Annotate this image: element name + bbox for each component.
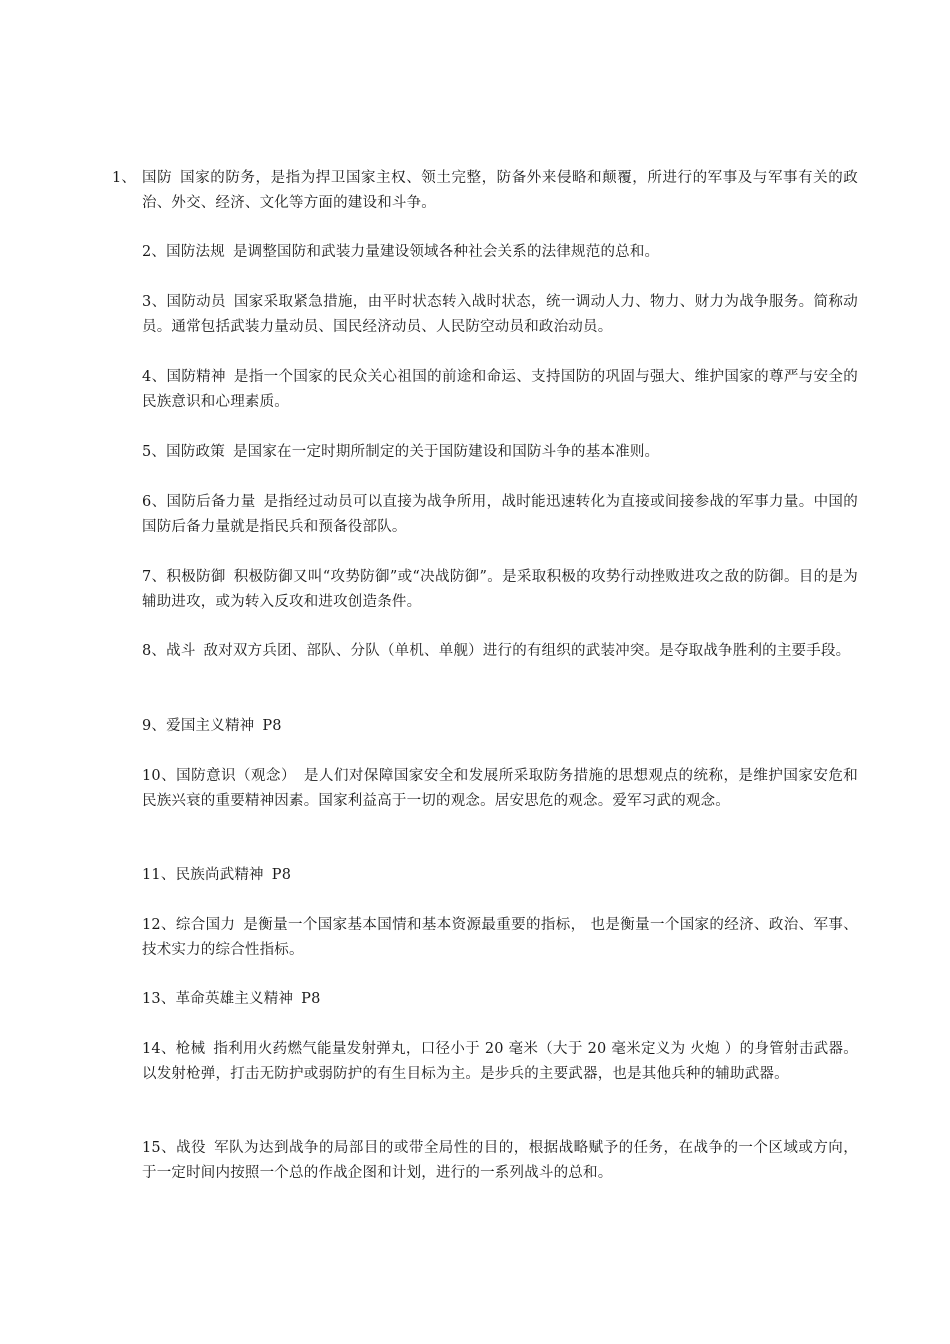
entry-term: 积极防御	[166, 569, 226, 585]
entry-13	[142, 987, 858, 1012]
entry-number: 1、	[112, 170, 137, 186]
entry-definition: 是调整国防和武装力量建设领域各种社会关系的法律规范的总和。	[232, 244, 660, 260]
entry-term: 民族尚武精神	[175, 867, 264, 883]
entry-definition: 国家采取紧急措施，由平时状态转入战时状态，统一调动人力、物力、财力为战争服务。简称动员。通常包括武装力量动员、国民经济动员、人民防空动员和政治动员。	[142, 294, 858, 335]
entry-number: 7、	[142, 569, 167, 585]
entry-term: 国防动员	[166, 294, 226, 310]
entry-2	[142, 240, 858, 265]
entry-number: 4、	[142, 369, 167, 385]
entry-term: 枪械	[175, 1041, 206, 1057]
entry-definition: 国家的防务，是指为捍卫国家主权、领土完整，防备外来侵略和颠覆，所进行的军事及与军事有关的政治、外交、经济、文化等方面的建设和斗争。	[142, 170, 859, 211]
entry-term: 国防政策	[166, 444, 225, 460]
entry-10	[142, 764, 858, 814]
entry-12	[142, 913, 858, 963]
entry-term: 国防法规	[166, 244, 225, 260]
entry-definition: 军队为达到战争的局部目的或带全局性的目的，根据战略赋予的任务，在战争的一个区域或方向，于一定时间内按照一个总的作战企图和计划，进行的一系列战斗的总和。	[142, 1140, 858, 1181]
entry-15	[142, 1136, 858, 1186]
entry-number: 14、	[142, 1041, 176, 1057]
entry-definition: 是人们对保障国家安全和发展所采取防务措施的思想观点的统称，是维护国家安危和民族兴衰的重要精神因素。国家利益高于一切的观念。居安思危的观念。爱军习武的观念。	[142, 768, 858, 809]
entry-number: 11、	[142, 867, 176, 883]
entry-number: 12、	[142, 917, 176, 933]
entry-number: 6、	[142, 494, 167, 510]
entry-number: 9、	[142, 718, 167, 734]
entry-number: 3、	[142, 294, 167, 310]
entry-number: 8、	[142, 643, 167, 659]
entry-term: 战斗	[166, 643, 196, 659]
entry-number: 2、	[142, 244, 167, 260]
entry-definition: 是国家在一定时期所制定的关于国防建设和国防斗争的基本准则。	[232, 444, 660, 460]
entry-number: 13、	[142, 991, 176, 1007]
entry-definition: P8	[301, 991, 321, 1007]
entry-definition: 是指经过动员可以直接为战争所用，战时能迅速转化为直接或间接参战的军事力量。中国的国防后备力量就是指民兵和预备役部队。	[142, 494, 858, 535]
entry-number: 10、	[142, 768, 177, 784]
entry-definition: 积极防御又叫“攻势防御”或“决战防御”。是采取积极的攻势行动挫败进攻之敌的防御。目的是为辅助进攻，或为转入反攻和进攻创造条件。	[142, 569, 858, 610]
entry-definition: P8	[262, 718, 282, 734]
entry-definition: 指利用火药燃气能量发射弹丸，口径小于 20 毫米（大于 20 毫米定义为 火炮 ）的身管射击武器。以发射枪弹，打击无防护或弱防护的有生目标为主。是步兵的主要武器，也是其他兵种的辅助武器。	[142, 1041, 858, 1082]
entry-number: 5、	[142, 444, 167, 460]
entry-term: 战役	[176, 1140, 207, 1156]
entry-8	[142, 639, 858, 664]
entry-term: 爱国主义精神	[166, 718, 255, 734]
entry-term: 国防精神	[166, 369, 226, 385]
entry-term: 国防	[142, 170, 173, 186]
entry-11	[142, 863, 858, 888]
entry-term: 国防后备力量	[166, 494, 256, 510]
entry-1	[112, 166, 858, 216]
entry-14	[142, 1037, 858, 1087]
entry-7	[142, 565, 858, 615]
entry-definition: 是衡量一个国家基本国情和基本资源最重要的指标， 也是衡量一个国家的经济、政治、军事、技术实力的综合性指标。	[142, 917, 858, 958]
entry-4	[142, 365, 858, 415]
entry-definition: P8	[271, 867, 292, 883]
entry-term: 革命英雄主义精神	[175, 991, 294, 1007]
entry-5	[142, 440, 858, 465]
entry-definition: 敌对双方兵团、部队、分队（单机、单舰）进行的有组织的武装冲突。是夺取战争胜利的主要手段。	[203, 643, 851, 659]
entry-number: 15、	[142, 1140, 177, 1156]
entry-3	[142, 290, 858, 340]
entry-9	[142, 714, 858, 739]
entry-6	[142, 490, 858, 540]
entry-term: 综合国力	[175, 917, 236, 933]
entry-definition: 是指一个国家的民众关心祖国的前途和命运、支持国防的巩固与强大、维护国家的尊严与安全的民族意识和心理素质。	[142, 369, 858, 410]
entry-term: 国防意识（观念）	[176, 768, 296, 784]
